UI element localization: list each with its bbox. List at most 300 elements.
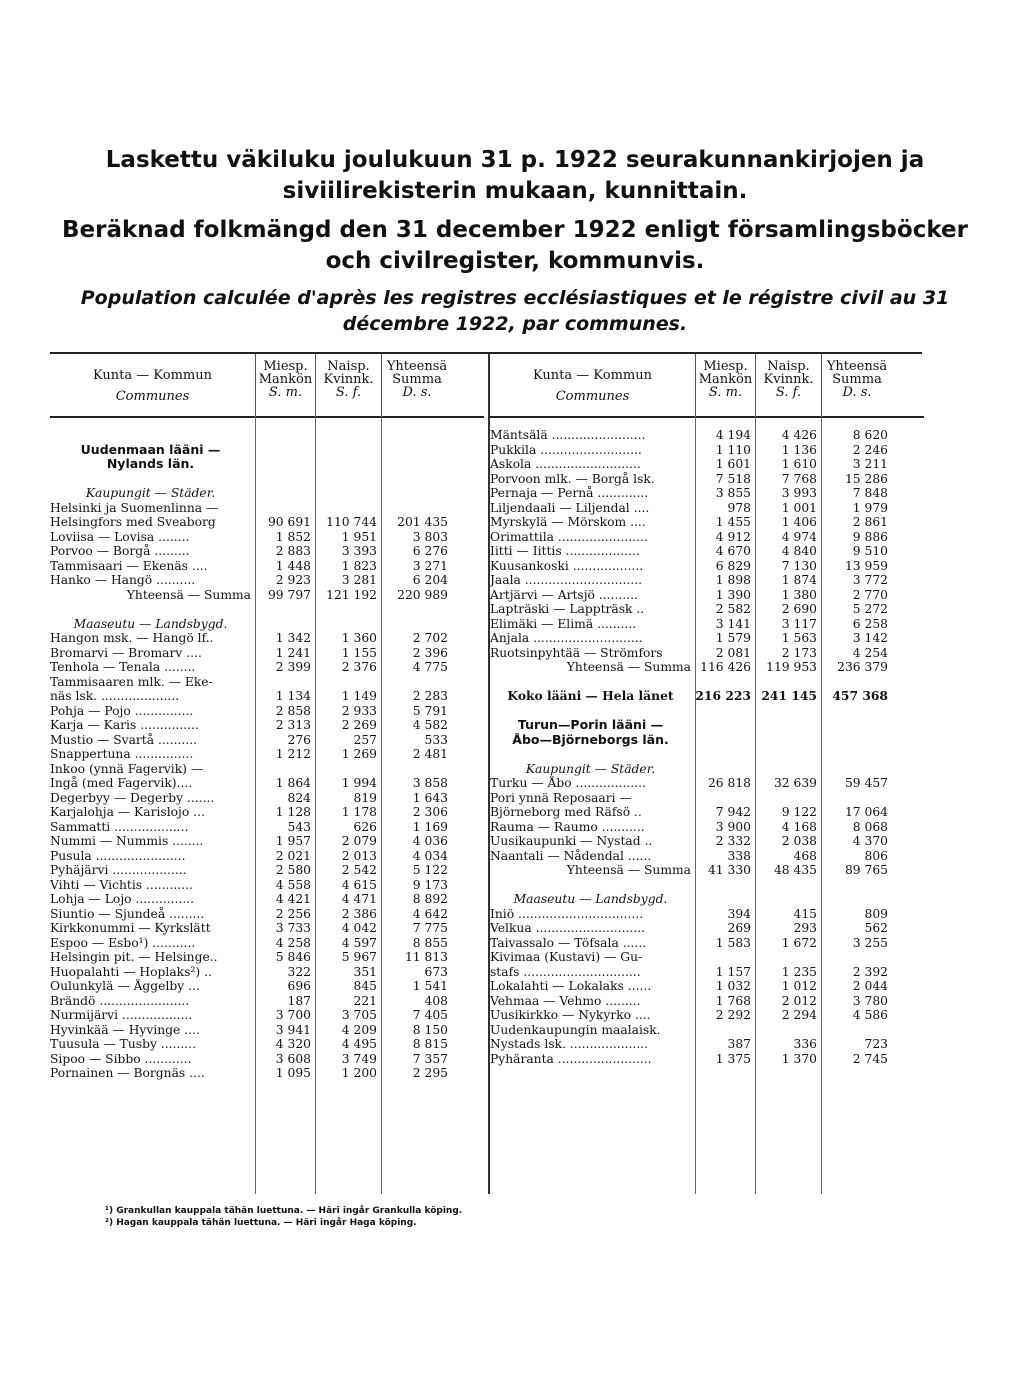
table-row xyxy=(490,631,924,646)
value-men: 2 858 xyxy=(275,703,311,718)
row-name: Helsingin pit. — Helsinge.. xyxy=(50,950,218,964)
value-men: 2 883 xyxy=(275,544,311,558)
row-name: Askola ........................... xyxy=(490,457,641,471)
header-naisp-line: Kvinnk. xyxy=(763,372,814,387)
table-row xyxy=(490,646,924,661)
value-total: 4 370 xyxy=(852,834,888,848)
value-women: 1 149 xyxy=(341,689,377,703)
header-kunta xyxy=(50,368,255,404)
value-women: 1 155 xyxy=(341,645,377,660)
value-women: 2 376 xyxy=(341,660,377,674)
value-total: 2 481 xyxy=(412,747,448,761)
row-name: Yhteensä — Summa xyxy=(566,660,691,674)
value-total: 2 745 xyxy=(852,1051,888,1066)
value-total: 806 xyxy=(864,848,888,863)
value-men: 2 332 xyxy=(715,834,751,848)
value-women: 3 393 xyxy=(341,544,377,558)
summary-row xyxy=(490,660,924,675)
summary-row xyxy=(50,588,484,603)
row-name: Velkua ............................ xyxy=(490,921,646,935)
header-yht xyxy=(381,354,452,416)
row-name: Sipoo — Sibbo ............ xyxy=(50,1051,192,1066)
value-total: 2 044 xyxy=(852,979,888,993)
header-naisp-line: Kvinnk. xyxy=(323,372,374,387)
value-total: 4 775 xyxy=(412,660,448,674)
table-row xyxy=(50,936,484,951)
value-women: 221 xyxy=(353,993,377,1008)
value-women: 1 370 xyxy=(781,1051,817,1066)
row-name: Ruotsinpyhtää — Strömfors xyxy=(490,645,663,660)
table-row xyxy=(50,776,484,791)
value-total: 3 858 xyxy=(412,776,448,790)
value-total: 809 xyxy=(864,906,888,921)
table-row xyxy=(50,907,484,922)
value-total: 2 246 xyxy=(852,442,888,457)
row-name: Kuusankoski .................. xyxy=(490,558,644,573)
value-women: 1 380 xyxy=(781,587,817,602)
row-name: Uudenkaupungin maalaisk. xyxy=(490,1022,661,1037)
table-row xyxy=(490,559,924,574)
row-name: Karjalohja — Karislojo ... xyxy=(50,805,205,819)
header-yht xyxy=(821,354,892,416)
value-total: 1 979 xyxy=(852,500,888,515)
row-name: Jaala .............................. xyxy=(490,573,643,587)
value-total: 13 959 xyxy=(844,558,888,573)
row-name: Iniö ................................ xyxy=(490,906,644,921)
value-men: 216 223 xyxy=(695,688,751,703)
value-women: 7 130 xyxy=(781,558,817,573)
value-women: 2 542 xyxy=(341,863,377,877)
province-heading xyxy=(490,733,924,748)
value-women: 2 079 xyxy=(341,834,377,848)
row-name: Koko lääni — Hela länet xyxy=(507,689,674,703)
value-men: 1 095 xyxy=(275,1066,311,1080)
value-women: 1 610 xyxy=(781,457,817,471)
value-men: 2 582 xyxy=(715,602,751,616)
value-men: 3 855 xyxy=(715,486,751,500)
table-row xyxy=(490,530,924,545)
header-yht-line: Summa xyxy=(392,372,442,387)
value-total: 4 642 xyxy=(412,906,448,921)
table-row xyxy=(490,1008,924,1023)
table-row xyxy=(490,501,924,516)
province-heading xyxy=(490,718,924,733)
value-men: 1 128 xyxy=(275,805,311,819)
value-total: 8 150 xyxy=(412,1022,448,1037)
value-men: 3 141 xyxy=(715,616,751,631)
header-miesp xyxy=(255,354,315,416)
title-block xyxy=(40,145,990,337)
header-naisp xyxy=(315,354,381,416)
value-total: 2 396 xyxy=(412,645,448,660)
value-women: 4 597 xyxy=(341,935,377,950)
value-women: 336 xyxy=(793,1037,817,1051)
row-name: Taivassalo — Töfsala ...... xyxy=(490,935,647,950)
value-men: 41 330 xyxy=(707,863,751,877)
header-naisp-line: S. f. xyxy=(335,385,362,400)
table-row xyxy=(50,733,484,748)
table-row xyxy=(490,544,924,559)
table-row xyxy=(50,559,484,574)
header-kunta-label: Kunta — Kommun xyxy=(533,368,652,383)
header-yht-line: Yhteensä xyxy=(386,359,448,374)
header-kunta xyxy=(490,368,695,404)
value-women: 257 xyxy=(353,732,377,747)
value-women: 1 994 xyxy=(341,776,377,790)
value-women: 4 209 xyxy=(341,1022,377,1037)
value-total: 220 989 xyxy=(397,587,448,602)
value-total: 9 510 xyxy=(852,544,888,558)
row-name: Yhteensä — Summa xyxy=(126,587,251,602)
value-women: 1 235 xyxy=(781,964,817,979)
value-men: 3 900 xyxy=(715,819,751,834)
table-row xyxy=(50,863,484,878)
value-women: 121 192 xyxy=(326,587,377,602)
row-name: Brändö ....................... xyxy=(50,993,190,1008)
value-total: 3 211 xyxy=(852,457,888,471)
value-women: 2 294 xyxy=(781,1008,817,1022)
table-row xyxy=(50,805,484,820)
value-women: 845 xyxy=(353,979,377,993)
value-total: 1 169 xyxy=(412,819,448,834)
value-women: 1 136 xyxy=(781,442,817,457)
value-total: 7 357 xyxy=(412,1051,448,1066)
table-row xyxy=(50,921,484,936)
table-row xyxy=(490,428,924,443)
table-row xyxy=(50,689,484,704)
table-row xyxy=(50,472,484,487)
value-women: 3 117 xyxy=(781,616,817,631)
table-row xyxy=(490,907,924,922)
row-name: Turun—Porin lääni — xyxy=(517,718,664,732)
table-row xyxy=(490,776,924,791)
value-total: 11 813 xyxy=(404,950,448,964)
row-name: Inkoo (ynnä Fagervik) — xyxy=(50,761,204,776)
value-women: 5 967 xyxy=(341,950,377,964)
row-name: Hanko — Hangö .......... xyxy=(50,573,196,587)
table-row xyxy=(50,994,484,1009)
value-total: 6 204 xyxy=(412,573,448,587)
table-row xyxy=(50,602,484,617)
value-total: 2 295 xyxy=(412,1066,448,1080)
table-row xyxy=(490,921,924,936)
row-name: Tuusula — Tusby ......... xyxy=(50,1037,196,1051)
value-women: 4 471 xyxy=(341,892,377,906)
value-women: 1 563 xyxy=(781,631,817,645)
value-men: 1 852 xyxy=(275,529,311,544)
value-women: 241 145 xyxy=(761,688,817,703)
table-row xyxy=(490,689,924,704)
value-women: 4 426 xyxy=(781,428,817,442)
value-total: 3 142 xyxy=(852,631,888,645)
value-women: 48 435 xyxy=(773,863,817,877)
row-name: Nylands län. xyxy=(106,457,195,471)
value-total: 59 457 xyxy=(844,776,888,790)
row-name: Iitti — Iittis ................... xyxy=(490,544,640,558)
value-total: 723 xyxy=(864,1037,888,1051)
row-name: Pukkila .......................... xyxy=(490,442,642,457)
value-total: 8 815 xyxy=(412,1037,448,1051)
table-row xyxy=(50,1023,484,1038)
table-row xyxy=(490,457,924,472)
header-naisp xyxy=(755,354,821,416)
row-name: Espoo — Esbo¹) ........... xyxy=(50,935,196,950)
table-row xyxy=(490,617,924,632)
value-women: 4 495 xyxy=(341,1037,377,1051)
header-naisp-line: Naisp. xyxy=(327,359,370,374)
value-total: 4 254 xyxy=(852,645,888,660)
row-name: Nurmijärvi .................. xyxy=(50,1008,193,1022)
table-row xyxy=(50,530,484,545)
row-name: Uusikaupunki — Nystad .. xyxy=(490,834,653,848)
header-yht-line: Yhteensä xyxy=(826,359,888,374)
table-header xyxy=(490,354,924,418)
table-row xyxy=(50,965,484,980)
value-total: 5 122 xyxy=(412,863,448,877)
value-women: 1 951 xyxy=(341,529,377,544)
province-heading xyxy=(50,457,484,472)
row-name: Pernaja — Pernå ............. xyxy=(490,486,649,500)
value-total: 3 271 xyxy=(412,558,448,573)
value-women: 2 690 xyxy=(781,602,817,616)
value-total: 8 068 xyxy=(852,819,888,834)
value-men: 7 518 xyxy=(715,471,751,486)
row-name: Kivimaa (Kustavi) — Gu- xyxy=(490,950,643,964)
value-men: 3 608 xyxy=(275,1051,311,1066)
table-row xyxy=(490,936,924,951)
row-name: Orimattila ....................... xyxy=(490,529,648,544)
row-name: Vihti — Vichtis ............ xyxy=(50,877,193,892)
population-table xyxy=(50,352,922,1194)
value-men: 276 xyxy=(287,732,311,747)
row-name: Oulunkylä — Åggelby ... xyxy=(50,979,200,993)
value-women: 4 042 xyxy=(341,921,377,935)
summary-row xyxy=(490,863,924,878)
table-row xyxy=(50,820,484,835)
value-men: 269 xyxy=(727,921,751,935)
table-row xyxy=(490,820,924,835)
value-men: 1 448 xyxy=(275,558,311,573)
value-total: 4 582 xyxy=(412,718,448,732)
row-name: Siuntio — Sjundeå ......... xyxy=(50,906,205,921)
header-miesp-line: Miesp. xyxy=(703,359,748,374)
value-total: 3 803 xyxy=(412,529,448,544)
table-row xyxy=(50,646,484,661)
value-total: 4 036 xyxy=(412,834,448,848)
value-women: 1 823 xyxy=(341,558,377,573)
value-men: 4 320 xyxy=(275,1037,311,1051)
table-row xyxy=(50,849,484,864)
value-men: 99 797 xyxy=(267,587,311,602)
value-women: 3 749 xyxy=(341,1051,377,1066)
value-women: 2 012 xyxy=(781,993,817,1008)
row-name: Uusikirkko — Nykyrko .... xyxy=(490,1008,651,1022)
province-heading xyxy=(50,443,484,458)
row-name: Mäntsälä ........................ xyxy=(490,428,646,442)
row-name: Kaupungit — Städer. xyxy=(525,761,656,776)
value-men: 1 032 xyxy=(715,979,751,993)
header-yht-line: Summa xyxy=(832,372,882,387)
value-men: 1 583 xyxy=(715,935,751,950)
table-row xyxy=(50,501,484,516)
value-men: 824 xyxy=(287,790,311,805)
header-communes-label: Communes xyxy=(115,389,190,404)
table-row xyxy=(50,950,484,965)
table-row xyxy=(50,1008,484,1023)
table-row xyxy=(490,994,924,1009)
table-row xyxy=(490,515,924,530)
value-total: 17 064 xyxy=(844,805,888,819)
value-men: 4 421 xyxy=(275,892,311,906)
value-total: 15 286 xyxy=(844,471,888,486)
value-women: 1 178 xyxy=(341,805,377,819)
title-french: Population calculée d'après les registres ecclésiastiques et le régistre civil au 31 décembre 1922, par communes. xyxy=(80,287,950,335)
row-name: Kaupungit — Städer. xyxy=(85,486,216,500)
value-men: 1 455 xyxy=(715,515,751,529)
value-total: 6 276 xyxy=(412,544,448,558)
table-row xyxy=(490,704,924,719)
value-men: 338 xyxy=(727,848,751,863)
value-men: 543 xyxy=(287,819,311,834)
row-name: Karja — Karis ............... xyxy=(50,718,199,732)
value-total: 2 392 xyxy=(852,964,888,979)
value-total: 408 xyxy=(424,993,448,1008)
value-women: 2 933 xyxy=(341,703,377,718)
table-row xyxy=(490,805,924,820)
value-men: 2 399 xyxy=(275,660,311,674)
table-row xyxy=(490,950,924,965)
table-row xyxy=(490,472,924,487)
value-total: 7 405 xyxy=(412,1008,448,1022)
table-row xyxy=(490,1037,924,1052)
value-women: 1 001 xyxy=(781,500,817,515)
table-left-half xyxy=(50,354,484,1194)
table-row xyxy=(490,762,924,777)
table-row xyxy=(490,965,924,980)
table-row xyxy=(50,892,484,907)
table-row xyxy=(50,1066,484,1081)
table-row xyxy=(490,675,924,690)
value-total: 89 765 xyxy=(844,863,888,877)
value-women: 4 615 xyxy=(341,877,377,892)
value-men: 2 256 xyxy=(275,906,311,921)
value-total: 8 855 xyxy=(412,935,448,950)
table-row xyxy=(50,660,484,675)
row-name: Myrskylä — Mörskom .... xyxy=(490,515,646,529)
value-men: 2 081 xyxy=(715,645,751,660)
value-women: 415 xyxy=(793,906,817,921)
row-name: Yhteensä — Summa xyxy=(566,863,691,877)
row-name: Rauma — Raumo ........... xyxy=(490,819,645,834)
header-miesp-line: S. m. xyxy=(708,385,743,400)
row-name: Maaseutu — Landsbygd. xyxy=(513,892,668,906)
value-total: 6 258 xyxy=(852,616,888,631)
row-name: Sammatti ................... xyxy=(50,819,189,834)
value-men: 187 xyxy=(287,993,311,1008)
row-name: Porvoon mlk. — Borgå lsk. xyxy=(490,471,655,486)
value-men: 3 700 xyxy=(275,1008,311,1022)
row-name: Mustio — Svartå .......... xyxy=(50,732,198,747)
table-row xyxy=(490,979,924,994)
value-women: 1 360 xyxy=(341,631,377,645)
value-total: 8 892 xyxy=(412,892,448,906)
table-row xyxy=(50,486,484,501)
value-women: 2 038 xyxy=(781,834,817,848)
table-row xyxy=(490,1052,924,1067)
value-women: 2 386 xyxy=(341,906,377,921)
value-total: 8 620 xyxy=(852,428,888,442)
header-kunta-label: Kunta — Kommun xyxy=(93,368,212,383)
table-row xyxy=(490,878,924,893)
row-name: Lohja — Lojo ............... xyxy=(50,892,195,906)
row-name: Loviisa — Lovisa ........ xyxy=(50,529,190,544)
row-name: Kirkkonummi — Kyrkslätt xyxy=(50,921,211,935)
table-row xyxy=(50,704,484,719)
value-total: 7 775 xyxy=(412,921,448,935)
value-total: 673 xyxy=(424,964,448,979)
row-name: Liljendaali — Liljendal .... xyxy=(490,500,650,515)
value-total: 4 586 xyxy=(852,1008,888,1022)
value-total: 9 886 xyxy=(852,529,888,544)
value-men: 1 342 xyxy=(275,631,311,645)
row-name: Artjärvi — Artsjö .......... xyxy=(490,587,638,602)
row-name: näs lsk. .................... xyxy=(50,689,180,703)
row-name: Åbo—Björneborgs län. xyxy=(512,732,669,747)
value-men: 1 212 xyxy=(275,747,311,761)
value-men: 387 xyxy=(727,1037,751,1051)
value-men: 4 194 xyxy=(715,428,751,442)
value-women: 4 840 xyxy=(781,544,817,558)
footnotes xyxy=(105,1205,462,1229)
value-men: 7 942 xyxy=(715,805,751,819)
value-men: 1 390 xyxy=(715,587,751,602)
row-name: Pohja — Pojo ............... xyxy=(50,703,194,718)
table-row xyxy=(490,849,924,864)
value-men: 1 601 xyxy=(715,457,751,471)
value-total: 7 848 xyxy=(852,486,888,500)
table-row xyxy=(490,747,924,762)
table-row xyxy=(490,486,924,501)
table-row xyxy=(50,631,484,646)
value-women: 1 874 xyxy=(781,573,817,587)
value-total: 1 541 xyxy=(412,979,448,993)
value-total: 9 173 xyxy=(412,877,448,892)
row-name: Turku — Åbo .................. xyxy=(490,776,646,790)
row-name: Maaseutu — Landsbygd. xyxy=(73,616,228,631)
header-miesp-line: S. m. xyxy=(268,385,303,400)
value-men: 394 xyxy=(727,906,751,921)
row-name: Helsingfors med Sveaborg xyxy=(50,515,216,529)
value-total: 236 379 xyxy=(837,660,888,674)
header-naisp-line: Naisp. xyxy=(767,359,810,374)
table-row xyxy=(490,443,924,458)
row-name: Huopalahti — Hoplaks²) .. xyxy=(50,964,212,979)
value-men: 3 941 xyxy=(275,1022,311,1037)
row-name: Pyhäranta ........................ xyxy=(490,1051,652,1066)
value-men: 4 670 xyxy=(715,544,751,558)
header-yht-line: D. s. xyxy=(402,385,432,400)
value-women: 119 953 xyxy=(766,660,817,674)
row-name: Hangon msk. — Hangö lf.. xyxy=(50,631,214,645)
value-men: 696 xyxy=(287,979,311,993)
row-name: Lokalahti — Lokalaks ...... xyxy=(490,979,652,993)
value-men: 1 110 xyxy=(715,442,751,457)
value-women: 3 705 xyxy=(341,1008,377,1022)
row-name: Uudenmaan lääni — xyxy=(80,442,221,457)
value-women: 9 122 xyxy=(781,805,817,819)
header-yht-line: D. s. xyxy=(842,385,872,400)
value-men: 2 580 xyxy=(275,863,311,877)
